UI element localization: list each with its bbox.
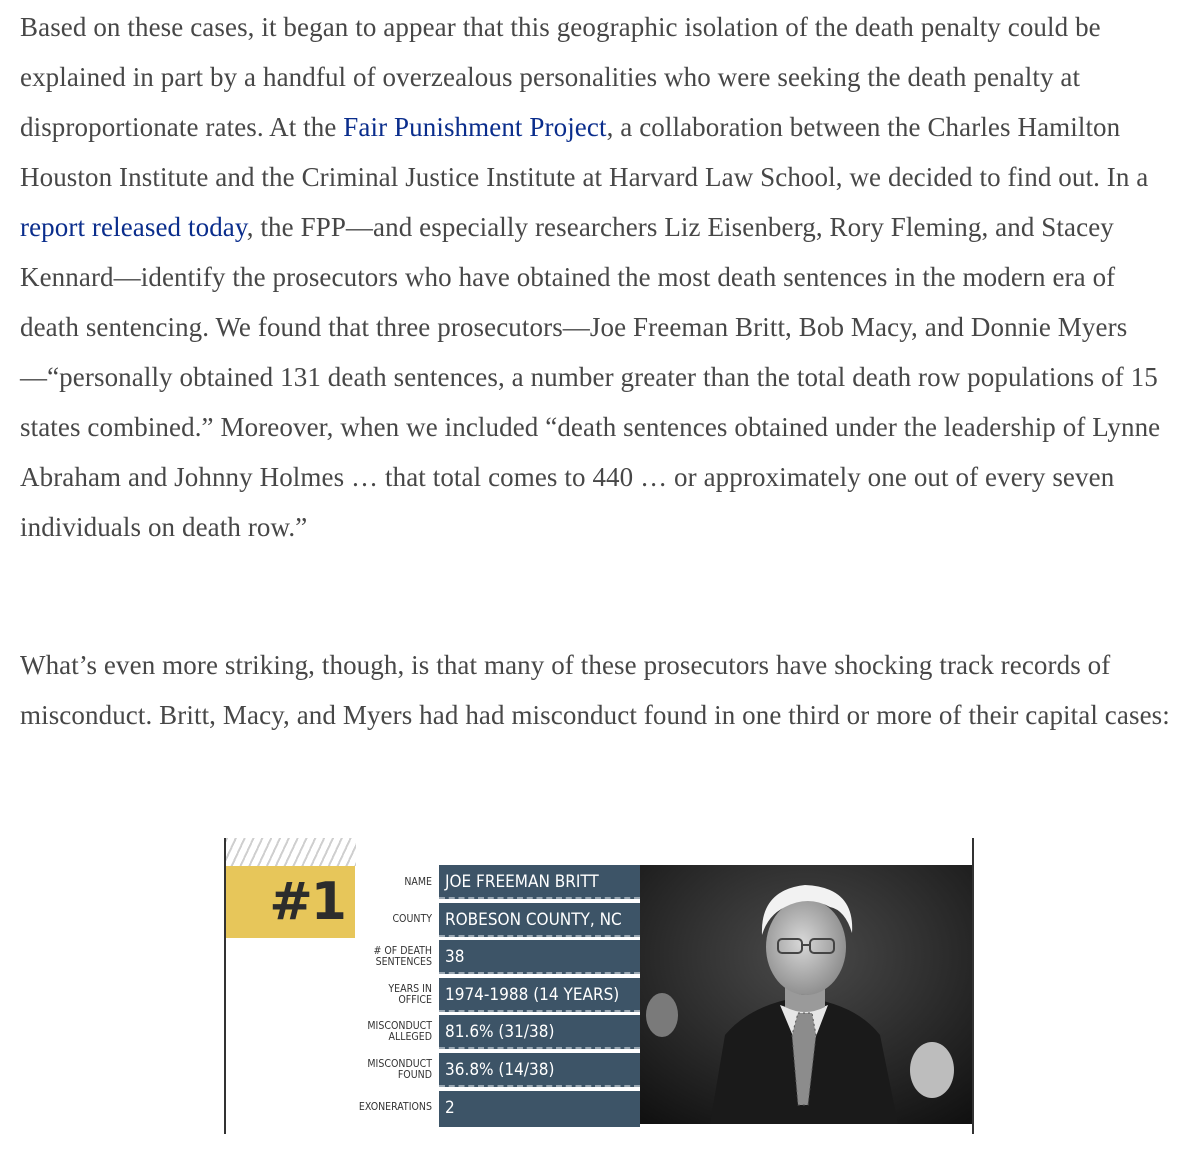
- report-link[interactable]: report released today: [20, 212, 247, 242]
- profile-fields: [354, 865, 640, 1128]
- field-row: [354, 1091, 640, 1129]
- field-label: YEARS IN OFFICE: [388, 982, 432, 1006]
- paragraph-misconduct: What’s even more striking, though, is that many of these prosecutors have shocking track records of misconduct. Britt, Macy, and Myers had had misconduct found in one third or more of their capital cases:: [20, 650, 1170, 730]
- field-row: [354, 940, 640, 978]
- field-row: [354, 1015, 640, 1053]
- hatch-decoration: [226, 838, 356, 866]
- field-value: 81.6% (31/38): [439, 1015, 640, 1049]
- field-row: [354, 978, 640, 1016]
- field-label: NAME: [404, 875, 432, 888]
- paragraph-text: Based on these cases, it began to appear that this geographic isolation of the death penalty could be explained in part by a handful of overzealous personalities who were seeking the death penalty at disproportionate rates. At the: [20, 12, 1101, 142]
- field-value: JOE FREEMAN BRITT: [439, 865, 640, 899]
- field-label: MISCONDUCT FOUND: [367, 1057, 432, 1081]
- paragraph-text: , a collaboration between the Charles Hamilton Houston Institute and the Criminal Justice Institute at Harvard Law School, we decided to find out. In a: [20, 112, 1149, 192]
- portrait-illustration: [640, 865, 972, 1124]
- rank-badge: #1: [226, 866, 355, 938]
- prosecutor-photo: [640, 865, 972, 1124]
- field-row: [354, 903, 640, 941]
- field-label: EXONERATIONS: [358, 1101, 432, 1114]
- fair-punishment-project-link[interactable]: Fair Punishment Project: [343, 112, 607, 142]
- field-label: COUNTY: [392, 913, 432, 926]
- field-row: [354, 865, 640, 903]
- prosecutor-profile-card: [224, 838, 974, 1134]
- field-value: ROBESON COUNTY, NC: [439, 903, 640, 937]
- field-value: 36.8% (14/38): [439, 1053, 640, 1087]
- paragraph-text: , the FPP—and especially researchers Liz Eisenberg, Rory Fleming, and Stacey Kennard—identify the prosecutors who have obtained the most death sentences in the modern era of death sentencing. We found that three prosecutors—Joe Freeman Britt, Bob Macy, and Donnie Myers—“personally obtained 131 death sentences, a number greater than the total death row populations of 15 states combined.” Moreover, when we included “death sentences obtained under the leadership of Lynne Abraham and Johnny Holmes … that total comes to 440 … or approximately one out of every seven individuals on death row.”: [20, 212, 1161, 542]
- field-label: MISCONDUCT ALLEGED: [367, 1020, 432, 1044]
- field-label: # OF DEATH SENTENCES: [373, 945, 432, 969]
- card-divider: [972, 838, 974, 1134]
- field-row: [354, 1053, 640, 1091]
- field-value: 2: [439, 1091, 640, 1127]
- field-value: 38: [439, 940, 640, 974]
- paragraph-prosecutors: [20, 2, 1180, 552]
- field-value: 1974-1988 (14 YEARS): [439, 978, 640, 1012]
